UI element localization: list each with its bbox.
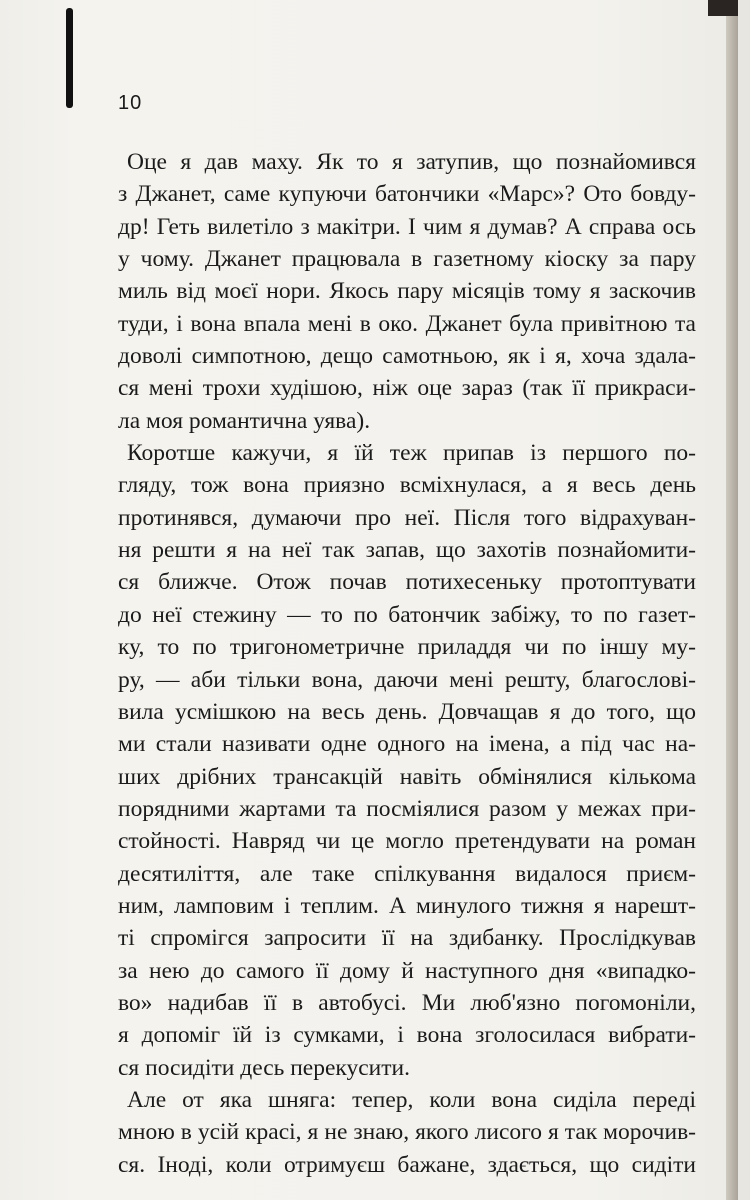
- text-line: Коротше кажучи, я їй теж припав із першого по-: [127, 440, 696, 467]
- text-line: з Джанет, саме купуючи батончики «Марс»? Ото бовду-: [118, 181, 696, 208]
- text-line: за нею до самого її дому й наступного дня «випадко-: [118, 957, 696, 984]
- text-line: стойності. Навряд чи це могло претендувати на роман: [118, 828, 696, 855]
- text-line: ла моя романтична уява).: [118, 407, 371, 434]
- text-line: туди, і вона впала мені в око. Джанет була привітною та: [118, 310, 696, 337]
- text-line: Оце я дав маху. Як то я затупив, що познайомився: [127, 149, 696, 175]
- text-line: ших дрібних трансакцій навіть обмінялися кількома: [118, 763, 696, 790]
- text-line: ним, ламповим і теплим. А минулого тижня я нарешт-: [118, 892, 696, 919]
- text-line: мною в усій красі, я не знаю, якого лисого я так морочив-: [118, 1119, 696, 1146]
- text-line: ся ближче. Отож почав потихесеньку протоптувати: [118, 569, 696, 596]
- text-line: доволі симпотною, дещо самотньою, як і я, хоча здала-: [118, 343, 696, 370]
- text-line: ку, то по тригонометричне приладдя чи по іншу му-: [118, 634, 696, 661]
- text-line: Але от яка шняга: тепер, коли вона сиділа переді: [127, 1086, 696, 1113]
- text-line: ми стали називати одне одного на імена, а під час на-: [118, 731, 696, 758]
- text-line: ся. Іноді, коли отримуєш бажане, здається, що сидіти: [118, 1151, 696, 1178]
- text-line: ру, — аби тільки вона, даючи мені решту, благослові-: [118, 666, 696, 693]
- text-line: др! Геть вилетіло з макітри. І чим я думав? А справа ось: [118, 213, 696, 240]
- text-line: десятиліття, але таке спілкування видалося приєм-: [118, 860, 696, 887]
- text-line: во» надибав її в автобусі. Ми люб'язно погомоніли,: [118, 989, 696, 1016]
- body-text: [118, 146, 696, 1181]
- page-corner-shadow: [708, 0, 738, 16]
- text-line: гляду, тож вона приязно всміхнулася, а я весь день: [118, 472, 696, 499]
- text-line: ті спромігся запросити її на здибанку. Прослідкував: [118, 925, 696, 952]
- text-line: ся посидіти десь перекусити.: [118, 1054, 410, 1081]
- text-line: до неї стежину — то по батончик забіжу, то по газет-: [118, 601, 696, 628]
- text-line: миль від моєї нори. Якось пару місяців тому я заскочив: [118, 278, 696, 305]
- text-line: ня решти я на неї так запав, що захотів познайомити-: [118, 537, 696, 564]
- text-line: вила усмішкою на весь день. Довчащав я до того, що: [118, 698, 696, 725]
- text-line: я допоміг їй із сумками, і вона зголосилася вибрати-: [118, 1022, 696, 1049]
- text-line: порядними жартами та посміялися разом у межах при-: [118, 795, 696, 822]
- text-line: у чому. Джанет працювала в газетному кіоску за пару: [118, 246, 696, 273]
- page-number: 10: [118, 92, 143, 114]
- binding-mark: [66, 8, 73, 108]
- text-line: ся мені трохи худішою, ніж оце зараз (так її прикраси-: [118, 375, 696, 402]
- text-line: протинявся, думаючи про неї. Після того відрахуван-: [118, 504, 696, 531]
- page-edge: [726, 0, 738, 1200]
